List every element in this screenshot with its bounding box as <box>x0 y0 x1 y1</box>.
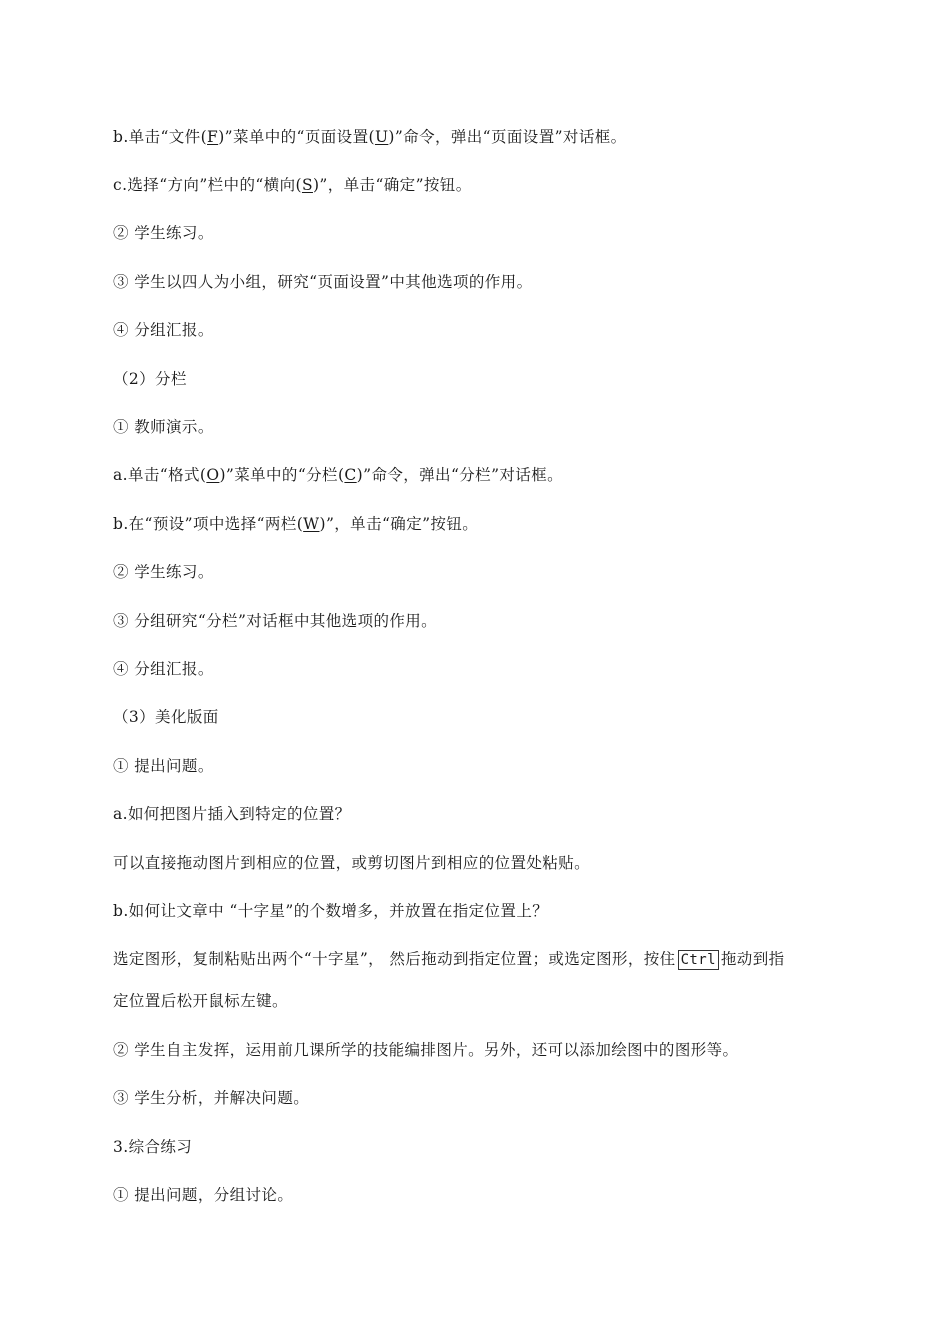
group-research: ③ 学生以四人为小组，研究“页面设置”中其他选项的作用。 <box>113 273 533 291</box>
student-practice: ② 学生练习。 <box>113 224 214 242</box>
step-b-two-columns: b.在“预设”项中选择“两栏(W)”，单击“确定”按钮。 <box>113 515 479 533</box>
raise-question: ① 提出问题。 <box>113 757 214 775</box>
step-c-orientation: c.选择“方向”栏中的“横向(S)”，单击“确定”按钮。 <box>113 176 472 194</box>
shortcut-c: C <box>344 466 357 484</box>
student-practice-2: ② 学生练习。 <box>113 563 214 581</box>
step-b-page-setup: b.单击“文件(F)”菜单中的“页面设置(U)”命令，弹出“页面设置”对话框。 <box>113 128 627 146</box>
raise-question-discuss: ① 提出问题，分组讨论。 <box>113 1186 294 1204</box>
shortcut-s: S <box>301 176 313 194</box>
group-research-2: ③ 分组研究“分栏”对话框中其他选项的作用。 <box>113 612 438 630</box>
student-analyze: ③ 学生分析，并解决问题。 <box>113 1089 310 1107</box>
shortcut-w: W <box>303 515 320 533</box>
answer-b-line2: 定位置后松开鼠标左键。 <box>113 992 288 1010</box>
answer-a: 可以直接拖动图片到相应的位置，或剪切图片到相应的位置处粘贴。 <box>113 854 591 872</box>
ctrl-key: Ctrl <box>678 950 719 970</box>
group-report-2: ④ 分组汇报。 <box>113 660 214 678</box>
step-a-format-columns: a.单击“格式(O)”菜单中的“分栏(C)”命令，弹出“分栏”对话框。 <box>113 466 563 484</box>
student-freeplay: ② 学生自主发挥，运用前几课所学的技能编排图片。另外，还可以添加绘图中的图形等。 <box>113 1041 739 1059</box>
shortcut-f: F <box>207 128 219 146</box>
question-a: a.如何把图片插入到特定的位置？ <box>113 805 351 823</box>
group-report: ④ 分组汇报。 <box>113 321 214 339</box>
answer-b-line1: 选定图形，复制粘贴出两个“十字星”， 然后拖动到指定位置；或选定图形，按住 Ctrl 拖动到指 <box>113 950 785 968</box>
teacher-demo: ① 教师演示。 <box>113 418 214 436</box>
section-columns-heading: （2）分栏 <box>113 370 187 388</box>
shortcut-u: U <box>374 128 389 146</box>
question-b: b.如何让文章中 “十字星”的个数增多，并放置在指定位置上？ <box>113 902 549 920</box>
shortcut-o: O <box>206 466 220 484</box>
section-beautify-heading: （3）美化版面 <box>113 708 219 726</box>
section-comprehensive-heading: 3.综合练习 <box>113 1138 193 1156</box>
